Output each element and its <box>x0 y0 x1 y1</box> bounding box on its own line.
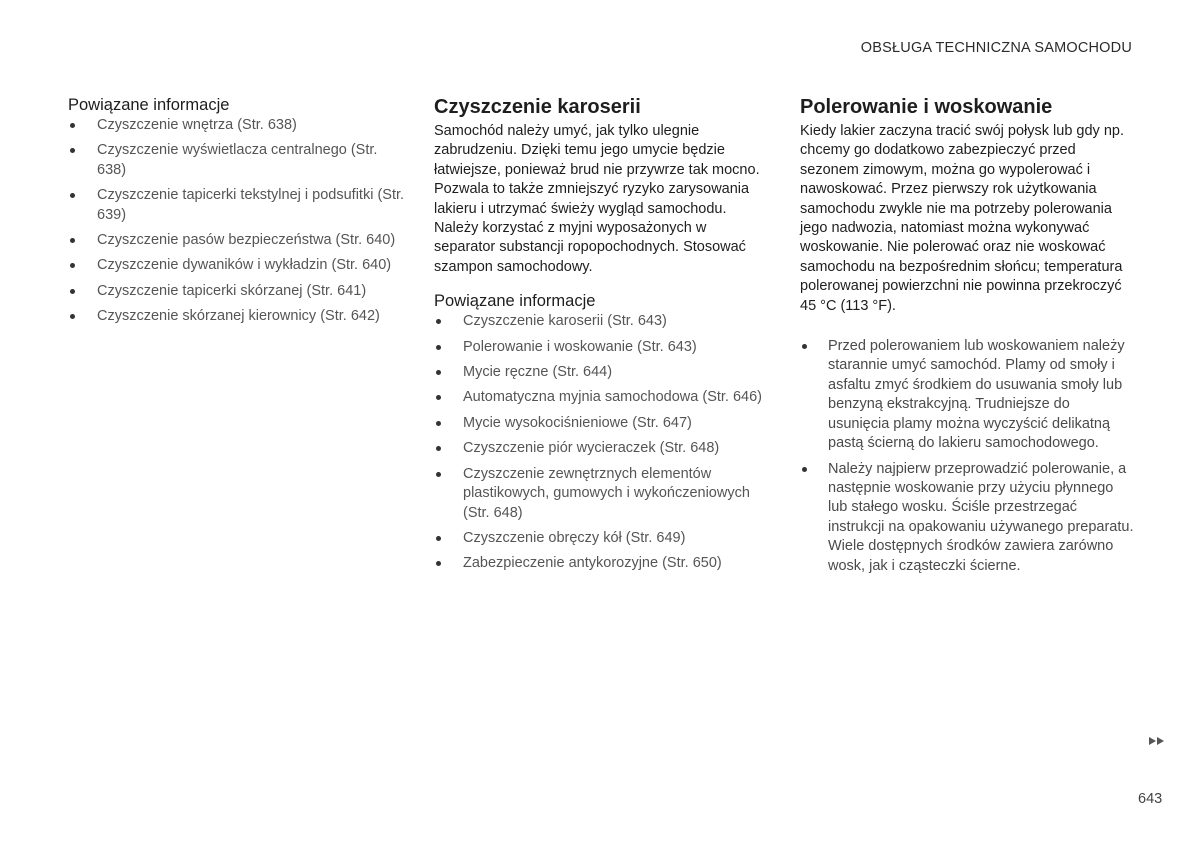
section-title: Czyszczenie karoserii <box>434 96 641 118</box>
related-link[interactable]: Czyszczenie obręczy kół (Str. 649) <box>463 529 686 546</box>
bullet-icon <box>436 472 441 477</box>
list-item[interactable] <box>434 554 764 573</box>
page-number: 643 <box>1138 791 1163 807</box>
list-item[interactable] <box>434 439 764 458</box>
list-item[interactable] <box>434 338 764 357</box>
arrow-right-icon <box>1149 737 1156 745</box>
bullet-icon <box>802 467 807 472</box>
related-link[interactable]: Czyszczenie tapicerki tekstylnej i podsufitki (Str. 639) <box>97 187 405 223</box>
tip-text: Przed polerowaniem lub woskowaniem należy starannie umyć samochód. Plamy od smoły i asfaltu zmyć środkiem do usuwania smoły lub benzyną ekstrakcyjną. Trudniejsze do usunięcia plamy można wyczyścić delikatną pastą ścierną do lakieru samochodowego. <box>828 338 1125 452</box>
related-link[interactable]: Polerowanie i woskowanie (Str. 643) <box>463 338 697 355</box>
list-item[interactable] <box>68 307 408 326</box>
related-link[interactable]: Czyszczenie karoserii (Str. 643) <box>463 313 667 330</box>
list-item[interactable] <box>68 116 408 135</box>
chapter-header: OBSŁUGA TECHNICZNA SAMOCHODU <box>860 40 1132 56</box>
related-info-heading: Powiązane informacje <box>68 96 230 114</box>
section-paragraph: Kiedy lakier zaczyna tracić swój połysk lub gdy np. chcemy go dodatkowo zabezpieczyć przed sezonem zimowym, można go wypolerować i nawoskować. Przez pierwszy rok użytkowania samochodu zwykle nie ma potrzeby polerowania jego nadwozia, natomiast można wykonywać woskowanie. Nie polerować oraz nie woskować samochodu na bezpośrednim słońcu; temperatura polerowanej powierzchni nie powinna przekroczyć 45 °C (113 °F). <box>800 123 1124 314</box>
related-links-list <box>68 116 408 327</box>
bullet-icon <box>436 446 441 451</box>
tips-list <box>800 337 1135 576</box>
related-link[interactable]: Czyszczenie tapicerki skórzanej (Str. 641) <box>97 282 367 299</box>
double-arrow-right-icon[interactable] <box>1149 737 1164 745</box>
arrow-right-icon <box>1157 737 1164 745</box>
list-item[interactable] <box>68 141 408 180</box>
related-link[interactable]: Mycie wysokociśnieniowe (Str. 647) <box>463 414 692 431</box>
bullet-icon <box>436 345 441 350</box>
related-link[interactable]: Czyszczenie dywaników i wykładzin (Str. 640) <box>97 257 392 274</box>
related-link[interactable]: Czyszczenie pasów bezpieczeństwa (Str. 640) <box>97 232 396 249</box>
bullet-icon <box>70 193 75 198</box>
bullet-icon <box>436 561 441 566</box>
bullet-icon <box>70 123 75 128</box>
bullet-icon <box>436 395 441 400</box>
list-item[interactable] <box>434 465 764 523</box>
list-item[interactable] <box>434 529 764 548</box>
tip-text: Należy najpierw przeprowadzić polerowanie, a następnie woskowanie przy użyciu płynnego lub stałego wosku. Ściśle przestrzegać instrukcji na opakowaniu używanego preparatu. Wiele dostępnych środków zawiera zarówno wosk, jak i cząsteczki ścierne. <box>828 460 1134 574</box>
right-column <box>800 95 1135 582</box>
bullet-icon <box>70 289 75 294</box>
bullet-icon <box>436 370 441 375</box>
list-item[interactable] <box>434 363 764 382</box>
related-link[interactable]: Mycie ręczne (Str. 644) <box>463 364 613 381</box>
list-item[interactable] <box>434 388 764 407</box>
bullet-icon <box>436 421 441 426</box>
bullet-icon <box>436 536 441 541</box>
bullet-icon <box>70 263 75 268</box>
list-item[interactable] <box>68 282 408 301</box>
middle-column <box>434 95 764 580</box>
list-item <box>800 460 1135 576</box>
bullet-icon <box>70 314 75 319</box>
bullet-icon <box>70 238 75 243</box>
bullet-icon <box>70 148 75 153</box>
bullet-icon <box>436 319 441 324</box>
left-column <box>68 95 408 333</box>
related-link[interactable]: Czyszczenie skórzanej kierownicy (Str. 642) <box>97 308 380 325</box>
related-link[interactable]: Czyszczenie wnętrza (Str. 638) <box>97 117 297 133</box>
section-paragraph: Samochód należy umyć, jak tylko ulegnie zabrudzeniu. Dzięki temu jego umycie będzie łatwiejsze, ponieważ brud nie przywrze tak mocno. Pozwala to także zmniejszyć ryzyko zarysowania lakieru i utrzymać świeży wygląd samochodu. Należy korzystać z myjni wyposażonych w separator substancji ropopochodnych. Stosować szampon samochodowy. <box>434 123 760 275</box>
list-item[interactable] <box>68 186 408 225</box>
related-info-heading: Powiązane informacje <box>434 292 596 311</box>
related-link[interactable]: Czyszczenie piór wycieraczek (Str. 648) <box>463 440 720 457</box>
related-links-list <box>434 312 764 573</box>
related-link[interactable]: Czyszczenie zewnętrznych elementów plastikowych, gumowych i wykończeniowych (Str. 648) <box>463 465 750 521</box>
list-item[interactable] <box>68 256 408 275</box>
list-item[interactable] <box>434 312 764 331</box>
related-link[interactable]: Zabezpieczenie antykorozyjne (Str. 650) <box>463 555 722 572</box>
bullet-icon <box>802 344 807 349</box>
section-title: Polerowanie i woskowanie <box>800 96 1053 118</box>
related-link[interactable]: Czyszczenie wyświetlacza centralnego (Str. 638) <box>97 142 378 178</box>
related-link[interactable]: Automatyczna myjnia samochodowa (Str. 646) <box>463 389 762 406</box>
list-item[interactable] <box>68 231 408 250</box>
list-item <box>800 337 1135 453</box>
list-item[interactable] <box>434 414 764 433</box>
